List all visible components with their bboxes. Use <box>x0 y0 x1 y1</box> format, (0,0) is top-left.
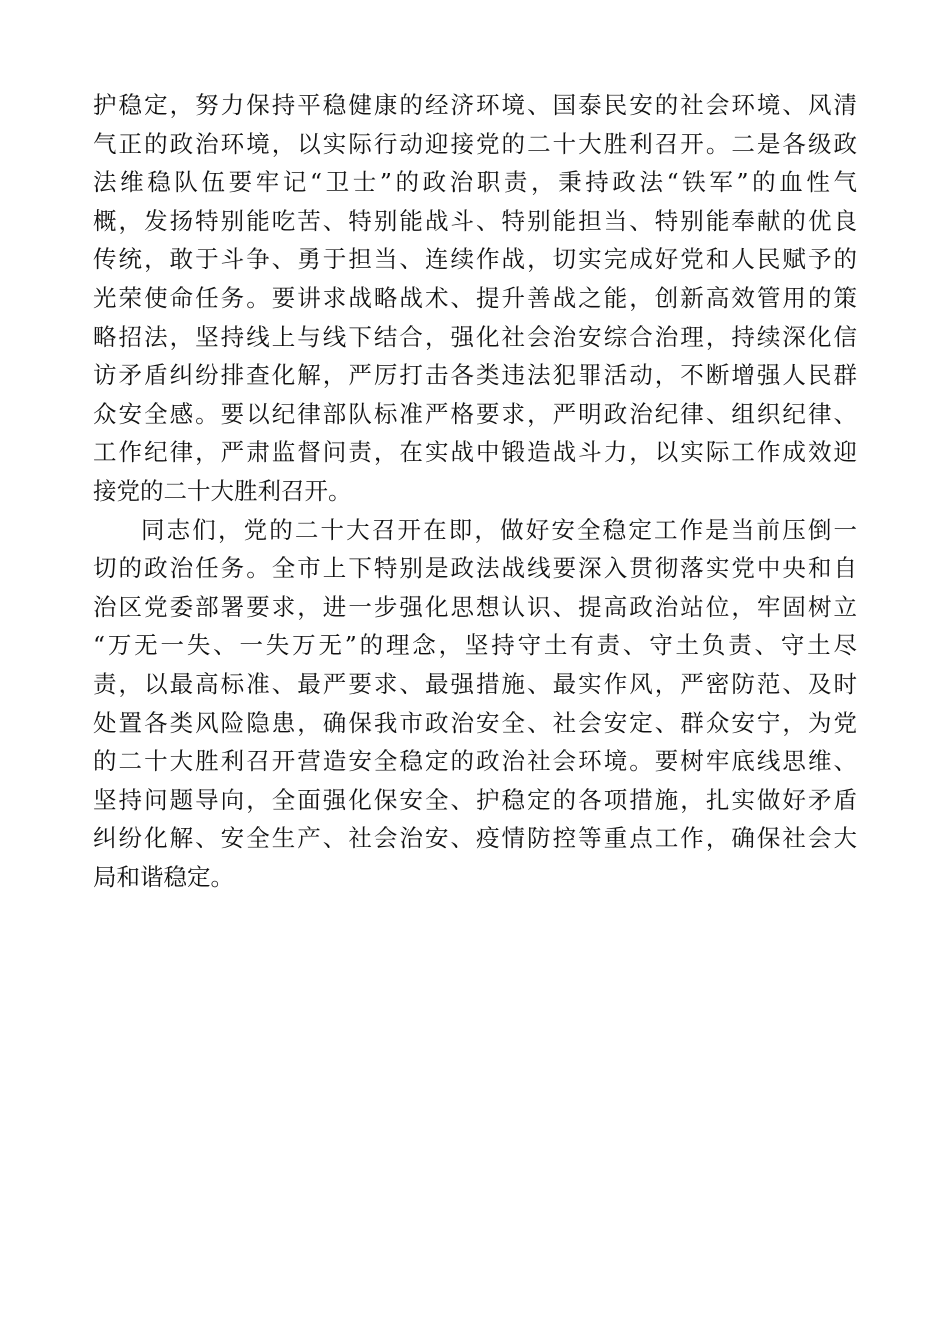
paragraph-1-line: 法维稳队伍要牢记“卫士”的政治职责，秉持政法“铁军”的血性气 <box>93 168 857 197</box>
paragraph-1-line: 光荣使命任务。要讲求战略战术、提升善战之能，创新高效管用的策 <box>93 283 857 312</box>
paragraph-1-line: 工作纪律，严肃监督问责，在实战中锻造战斗力，以实际工作成效迎 <box>93 438 857 467</box>
paragraph-2-line: 的二十大胜利召开营造安全稳定的政治社会环境。要树牢底线思维、 <box>93 747 857 776</box>
paragraph-1-line: 接党的二十大胜利召开。 <box>93 476 352 505</box>
paragraph-2 <box>93 511 857 897</box>
paragraph-2-line: 切的政治任务。全市上下特别是政法战线要深入贯彻落实党中央和自 <box>93 554 857 583</box>
paragraph-1 <box>93 86 857 511</box>
paragraph-2-line: 局和谐稳定。 <box>93 862 234 891</box>
paragraph-1-line: 气正的政治环境，以实际行动迎接党的二十大胜利召开。二是各级政 <box>93 129 857 158</box>
paragraph-2-line: 纠纷化解、安全生产、社会治安、疫情防控等重点工作，确保社会大 <box>93 824 857 853</box>
paragraph-2-line: 治区党委部署要求，进一步强化思想认识、提高政治站位，牢固树立 <box>93 592 857 621</box>
paragraph-1-line: 访矛盾纠纷排查化解，严厉打击各类违法犯罪活动，不断增强人民群 <box>93 361 857 390</box>
paragraph-2-line: 责，以最高标准、最严要求、最强措施、最实作风，严密防范、及时 <box>93 669 857 698</box>
paragraph-1-line: 护稳定，努力保持平稳健康的经济环境、国泰民安的社会环境、风清 <box>93 91 857 119</box>
document-body <box>93 86 857 896</box>
paragraph-2-line: 同志们，党的二十大召开在即，做好安全稳定工作是当前压倒一 <box>141 515 857 544</box>
paragraph-1-line: 众安全感。要以纪律部队标准严格要求，严明政治纪律、组织纪律、 <box>93 399 857 428</box>
paragraph-1-line: 概，发扬特别能吃苦、特别能战斗、特别能担当、特别能奉献的优良 <box>93 206 857 235</box>
paragraph-2-line: “万无一失、一失万无”的理念，坚持守土有责、守土负责、守土尽 <box>93 631 857 660</box>
paragraph-2-line: 处置各类风险隐患，确保我市政治安全、社会安定、群众安宁，为党 <box>93 708 857 737</box>
paragraph-1-line: 传统，敢于斗争、勇于担当、连续作战，切实完成好党和人民赋予的 <box>93 245 857 274</box>
paragraph-1-line: 略招法，坚持线上与线下结合，强化社会治安综合治理，持续深化信 <box>93 322 857 351</box>
paragraph-2-line: 坚持问题导向，全面强化保安全、护稳定的各项措施，扎实做好矛盾 <box>93 785 857 814</box>
